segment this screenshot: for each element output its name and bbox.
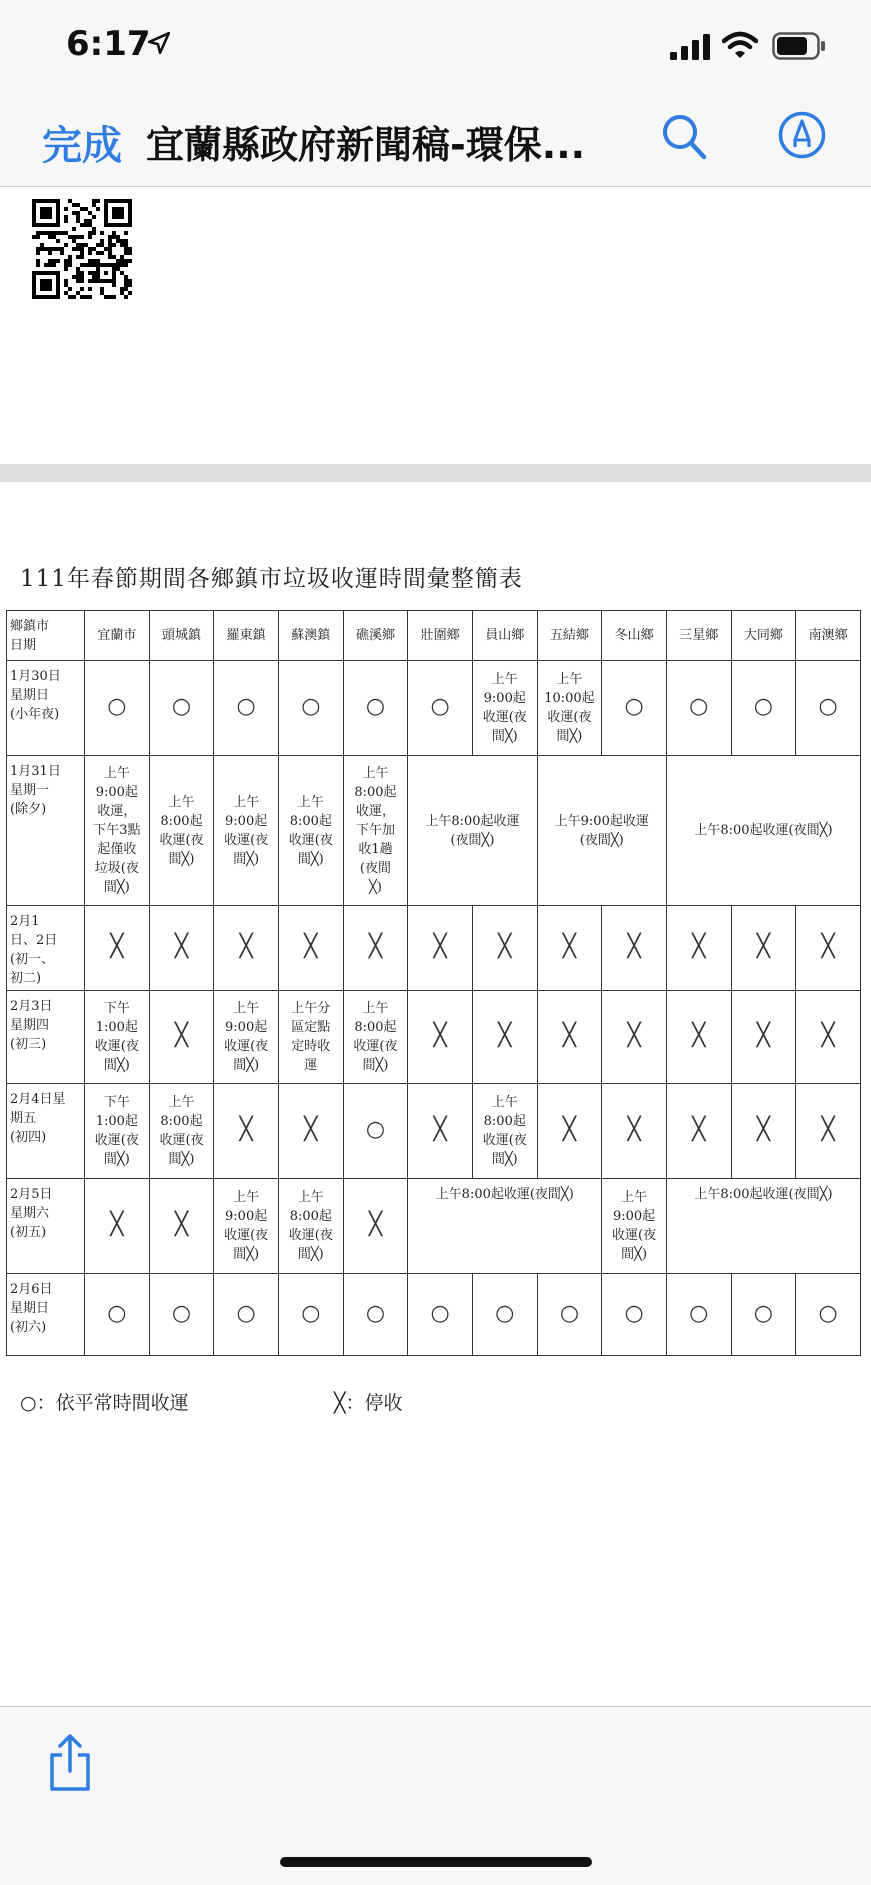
circle-symbol: ○ [495,1300,515,1326]
schedule-cell [343,1084,408,1179]
cross-symbol: ╳ [692,1117,706,1142]
cross-symbol: ╳ [174,934,189,959]
schedule-cell [278,1274,343,1356]
cross-symbol: ╳ [433,934,447,959]
table-header-row [7,611,861,661]
cross-symbol: ╳ [304,1117,318,1142]
schedule-cell [149,1179,214,1274]
legend-circle: ○：依平常時間收運 [20,1392,189,1414]
schedule-cell [731,906,796,991]
circle-symbol: ○ [430,694,450,719]
schedule-cell [602,906,667,991]
cross-symbol: ╳ [110,934,124,959]
cellular-signal-icon [670,34,710,60]
circle-symbol: ○ [365,694,386,719]
schedule-cell: 上午8:00起收運(夜間╳) [408,1179,602,1274]
schedule-cell [537,1084,602,1179]
cross-symbol: ╳ [627,1117,641,1142]
column-header: 五結鄉 [537,611,602,661]
battery-icon [772,32,826,60]
schedule-cell [149,1274,214,1356]
cross-symbol: ╳ [756,1117,771,1142]
schedule-cell [343,661,408,756]
row-date-cell: 2月6日 星期日 (初六) [7,1274,85,1356]
cross-symbol: ╳ [433,1117,447,1142]
cross-symbol: ╳ [692,934,706,959]
circle-symbol: ○ [689,1300,709,1326]
circle-symbol: ○ [624,694,644,719]
schedule-cell [408,1274,473,1356]
schedule-cell: 上午 8:00起 收運(夜 間╳) [278,1179,343,1274]
schedule-cell: 上午 9:00起 收運(夜 間╳) [214,1179,279,1274]
column-header: 壯圍鄉 [408,611,473,661]
schedule-cell [408,661,473,756]
schedule-cell [149,991,214,1084]
cross-symbol: ╳ [433,1023,447,1048]
table-row [7,1274,861,1356]
circle-symbol: ○ [171,1300,192,1326]
schedule-cell [278,906,343,991]
schedule-cell: 上午 10:00起 收運(夜 間╳) [537,661,602,756]
schedule-cell [343,1274,408,1356]
cross-symbol: ╳ [110,1212,124,1237]
schedule-cell [472,906,537,991]
circle-symbol: ○ [236,1300,256,1326]
schedule-cell [85,906,150,991]
cross-symbol: ╳ [174,1023,189,1048]
schedule-cell [666,661,731,756]
search-icon[interactable] [660,112,708,162]
schedule-cell [343,906,408,991]
page-separator [0,464,871,482]
circle-symbol: ○ [689,694,709,719]
schedule-cell [666,991,731,1084]
circle-symbol: ○ [818,1300,838,1326]
circle-symbol: ○ [753,694,773,719]
circle-symbol: ○ [301,694,321,719]
schedule-cell [796,906,861,991]
navigation-bar [0,96,871,187]
garbage-collection-schedule-table [6,610,861,1356]
schedule-cell [602,661,667,756]
column-header: 大同鄉 [731,611,796,661]
document-page-1 [0,187,871,464]
cross-symbol: ╳ [304,934,318,959]
status-time: 6:17 [66,24,151,64]
schedule-cell [796,1084,861,1179]
schedule-cell [796,661,861,756]
schedule-cell [666,906,731,991]
row-date-cell: 1月30日 星期日 (小年夜) [7,661,85,756]
table-row [7,991,861,1084]
schedule-cell [602,1274,667,1356]
circle-symbol: ○ [559,1300,580,1326]
circle-symbol: ○ [107,694,127,719]
schedule-cell: 上午 8:00起 收運(夜 間╳) [278,756,343,906]
schedule-cell: 下午 1:00起 收運(夜 間╳) [85,1084,150,1179]
schedule-cell [214,1274,279,1356]
cross-symbol: ╳ [821,934,835,959]
cross-symbol: ╳ [239,934,253,959]
column-header: 宜蘭市 [85,611,150,661]
schedule-cell: 上午 8:00起 收運(夜 間╳) [149,756,214,906]
schedule-cell: 上午 8:00起 收運(夜 間╳) [343,991,408,1084]
table-row [7,661,861,756]
schedule-cell: 上午8:00起收運(夜間╳) [666,756,860,906]
schedule-cell [472,1274,537,1356]
schedule-cell [537,991,602,1084]
circle-symbol: ○ [430,1300,450,1326]
document-title: 宜蘭縣政府新聞稿-環保... [146,123,586,167]
cross-symbol: ╳ [562,1023,577,1048]
schedule-cell [214,661,279,756]
legend-cross: ╳：停收 [334,1392,403,1414]
schedule-cell [472,991,537,1084]
schedule-cell: 上午8:00起收運(夜間╳) [666,1179,860,1274]
schedule-cell: 上午 9:00起 收運(夜 間╳) [214,991,279,1084]
schedule-cell [796,1274,861,1356]
schedule-cell [343,1179,408,1274]
cross-symbol: ╳ [498,1023,512,1048]
column-header: 冬山鄉 [602,611,667,661]
circle-symbol: ○ [753,1300,773,1326]
column-header: 羅東鎮 [214,611,279,661]
schedule-cell [537,1274,602,1356]
table-row [7,1084,861,1179]
row-date-cell: 1月31日 星期一 (除夕) [7,756,85,906]
row-date-cell: 2月5日 星期六 (初五) [7,1179,85,1274]
qr-code-image [32,199,132,299]
schedule-cell: 上午 9:00起 收運， 下午3點 起僅收 垃圾(夜 間╳) [85,756,150,906]
circle-symbol: ○ [624,1300,644,1326]
schedule-cell [85,661,150,756]
schedule-cell [214,906,279,991]
schedule-cell [731,1084,796,1179]
column-header: 南澳鄉 [796,611,861,661]
schedule-cell [731,1274,796,1356]
table-title: 111年春節期間各鄉鎮市垃圾收運時間彙整簡表 [20,566,523,592]
cross-symbol: ╳ [692,1023,706,1048]
circle-symbol: ○ [171,694,192,719]
schedule-cell [666,1084,731,1179]
cross-symbol: ╳ [821,1117,835,1142]
schedule-cell [408,906,473,991]
column-header: 員山鄉 [472,611,537,661]
home-indicator [280,1857,592,1867]
cross-symbol: ╳ [821,1023,835,1048]
schedule-cell [666,1274,731,1356]
markup-pen-icon[interactable] [777,110,827,160]
schedule-cell: 上午8:00起收運 (夜間╳) [408,756,537,906]
cross-symbol: ╳ [627,1023,641,1048]
row-date-cell: 2月3日 星期四 (初三) [7,991,85,1084]
done-button[interactable]: 完成 [42,123,122,169]
circle-symbol: ○ [365,1117,386,1142]
cross-symbol: ╳ [368,1212,383,1237]
cross-symbol: ╳ [174,1212,189,1237]
schedule-cell [408,991,473,1084]
bottom-toolbar [0,1706,871,1885]
row-date-cell: 2月1 日、2日 (初一、 初二) [7,906,85,991]
location-arrow-icon [146,30,172,56]
schedule-cell [796,991,861,1084]
schedule-cell [278,1084,343,1179]
schedule-cell: 上午分 區定點 定時收 運 [278,991,343,1084]
column-header: 三星鄉 [666,611,731,661]
schedule-cell: 上午 8:00起 收運(夜 間╳) [472,1084,537,1179]
schedule-cell: 上午 9:00起 收運(夜 間╳) [602,1179,667,1274]
schedule-cell: 上午9:00起收運 (夜間╳) [537,756,666,906]
circle-symbol: ○ [236,694,256,719]
circle-symbol: ○ [818,694,838,719]
table-row [7,1179,861,1274]
circle-symbol: ○ [365,1300,386,1326]
wifi-icon [722,30,758,60]
schedule-cell: 上午 9:00起 收運(夜 間╳) [214,756,279,906]
cross-symbol: ╳ [562,934,577,959]
circle-symbol: ○ [301,1300,321,1326]
schedule-cell [537,906,602,991]
cross-symbol: ╳ [239,1117,253,1142]
schedule-cell [731,991,796,1084]
schedule-cell [214,1084,279,1179]
schedule-cell [731,661,796,756]
schedule-cell [149,661,214,756]
schedule-cell [149,906,214,991]
cross-symbol: ╳ [562,1117,577,1142]
circle-symbol: ○ [107,1300,127,1326]
cross-symbol: ╳ [756,1023,771,1048]
status-bar [0,0,871,96]
cross-symbol: ╳ [498,934,512,959]
schedule-cell [408,1084,473,1179]
cross-symbol: ╳ [627,934,641,959]
schedule-cell: 上午 8:00起 收運(夜 間╳) [149,1084,214,1179]
schedule-cell [85,1179,150,1274]
cross-symbol: ╳ [368,934,383,959]
column-header: 礁溪鄉 [343,611,408,661]
document-page-2 [0,482,871,1706]
row-date-cell: 2月4日星 期五 (初四) [7,1084,85,1179]
schedule-cell: 下午 1:00起 收運(夜 間╳) [85,991,150,1084]
schedule-cell [85,1274,150,1356]
corner-header: 鄉鎮市 日期 [7,611,85,661]
share-icon[interactable] [46,1733,94,1793]
cross-symbol: ╳ [756,934,771,959]
schedule-cell: 上午 9:00起 收運(夜 間╳) [472,661,537,756]
column-header: 頭城鎮 [149,611,214,661]
schedule-cell: 上午 8:00起 收運， 下午加 收1趟 (夜間 ╳) [343,756,408,906]
schedule-cell [602,991,667,1084]
schedule-cell [278,661,343,756]
schedule-cell [602,1084,667,1179]
table-row [7,906,861,991]
table-row [7,756,861,906]
column-header: 蘇澳鎮 [278,611,343,661]
